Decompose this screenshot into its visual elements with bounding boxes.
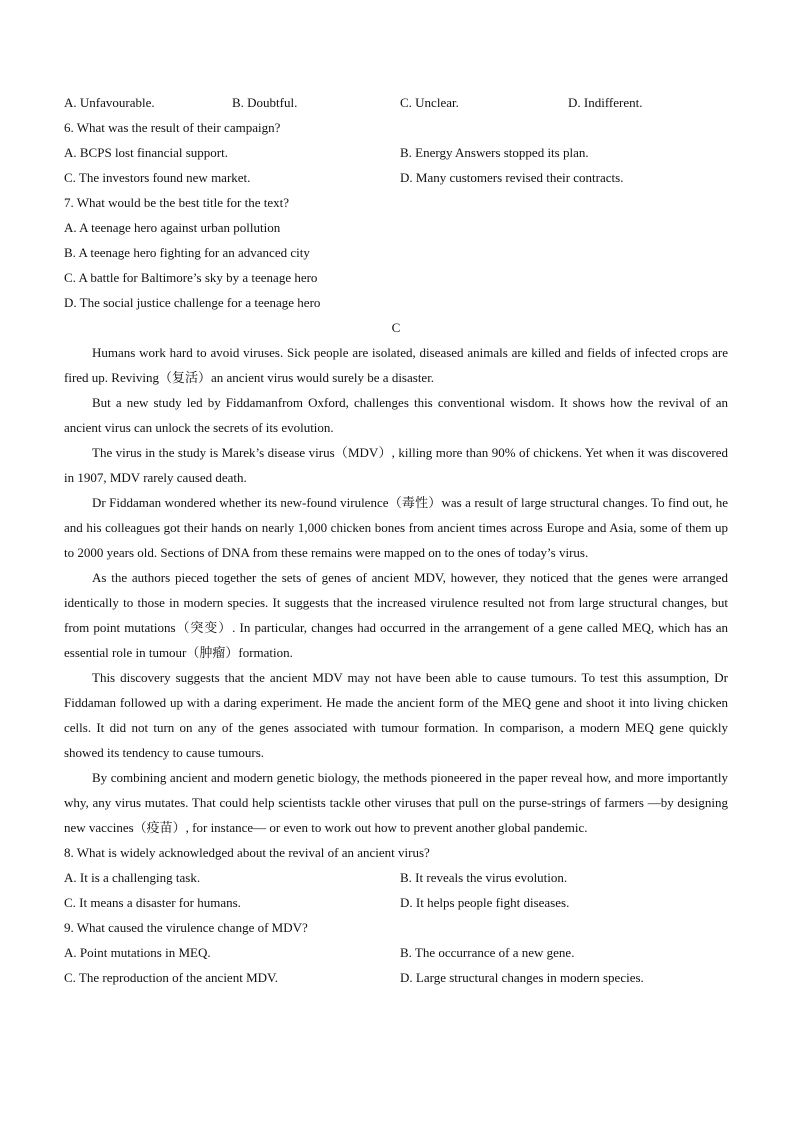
section-label: C <box>391 320 401 335</box>
q7-option-d: D. The social justice challenge for a teenage hero <box>64 295 321 310</box>
passage-paragraph-2: But a new study led by Fiddamanfrom Oxford, challenges this conventional wisdom. It shows how the revival of an ancient virus can unlock the secrets of its evolution. <box>64 395 728 435</box>
q8-option-c: C. It means a disaster for humans. <box>64 895 241 910</box>
q8-question: 8. What is widely acknowledged about the revival of an ancient virus? <box>64 845 430 860</box>
q9-question: 9. What caused the virulence change of MDV? <box>64 920 308 935</box>
passage-paragraph-3: The virus in the study is Marek’s disease virus（MDV）, killing more than 90% of chickens. Yet when it was discovered in 1907, MDV rarely caused death. <box>64 445 728 485</box>
q9-option-a: A. Point mutations in MEQ. <box>64 945 211 960</box>
passage-paragraph-6: This discovery suggests that the ancient MDV may not have been able to cause tumours. To test this assumption, Dr Fiddaman followed up with a daring experiment. He made the ancient form of the MEQ gene and shoot it into living chicken cells. It did not turn on any of the genes associated with tumour formation. In comparison, a modern MEQ gene quickly showed its tendency to cause tumours. <box>64 670 728 760</box>
q9-options-row-1 <box>64 940 728 965</box>
q6-options-row-1 <box>64 140 728 165</box>
q7-option-b: B. A teenage hero fighting for an advanced city <box>64 245 310 260</box>
q5-option-d: D. Indifferent. <box>568 95 643 110</box>
q9-option-b: B. The occurrance of a new gene. <box>400 945 575 960</box>
q5-option-a: A. Unfavourable. <box>64 95 155 110</box>
q7-option-c: C. A battle for Baltimore’s sky by a teenage hero <box>64 270 318 285</box>
q8-options-row-2 <box>64 890 728 915</box>
q5-option-b: B. Doubtful. <box>232 95 298 110</box>
q6-option-a: A. BCPS lost financial support. <box>64 145 228 160</box>
q8-option-b: B. It reveals the virus evolution. <box>400 870 568 885</box>
passage-paragraph-7: By combining ancient and modern genetic biology, the methods pioneered in the paper reveal how, and more importantly why, any virus mutates. That could help scientists tackle other viruses that pull on the purse-strings of farmers —by designing new vaccines（疫苗）, for instance— or even to work out how to prevent another global pandemic. <box>64 770 728 835</box>
passage-paragraph-4: Dr Fiddaman wondered whether its new-found virulence（毒性）was a result of large structural changes. To find out, he and his colleagues got their hands on nearly 1,000 chicken bones from ancient times across Europe and Asia, some of them up to 2000 years old. Sections of DNA from these remains were mapped on to the ones of today’s virus. <box>64 495 728 560</box>
q6-options-row-2 <box>64 165 728 190</box>
q6-option-c: C. The investors found new market. <box>64 170 251 185</box>
q5-options-row <box>64 90 728 115</box>
q9-options-row-2 <box>64 965 728 990</box>
exam-page <box>64 90 728 990</box>
passage-paragraph-5: As the authors pieced together the sets of genes of ancient MDV, however, they noticed that the genes were arranged identically to those in modern species. It suggests that the increased virulence resulted not from large structural changes, but from point mutations（突变）. In particular, changes had occurred in the arrangement of a gene called MEQ, which has an essential role in tumour（肿瘤）formation. <box>64 570 728 660</box>
q9-option-c: C. The reproduction of the ancient MDV. <box>64 970 278 985</box>
q5-option-c: C. Unclear. <box>400 95 459 110</box>
passage-paragraph-1: Humans work hard to avoid viruses. Sick people are isolated, diseased animals are killed and fields of infected crops are fired up. Reviving（复活）an ancient virus would surely be a disaster. <box>64 345 728 385</box>
q6-option-d: D. Many customers revised their contracts. <box>400 170 624 185</box>
q7-option-a: A. A teenage hero against urban pollution <box>64 220 281 235</box>
q8-option-d: D. It helps people fight diseases. <box>400 895 570 910</box>
q6-question: 6. What was the result of their campaign? <box>64 120 281 135</box>
q8-options-row-1 <box>64 865 728 890</box>
q8-option-a: A. It is a challenging task. <box>64 870 201 885</box>
q9-option-d: D. Large structural changes in modern species. <box>400 970 644 985</box>
q6-option-b: B. Energy Answers stopped its plan. <box>400 145 589 160</box>
q7-question: 7. What would be the best title for the text? <box>64 195 290 210</box>
